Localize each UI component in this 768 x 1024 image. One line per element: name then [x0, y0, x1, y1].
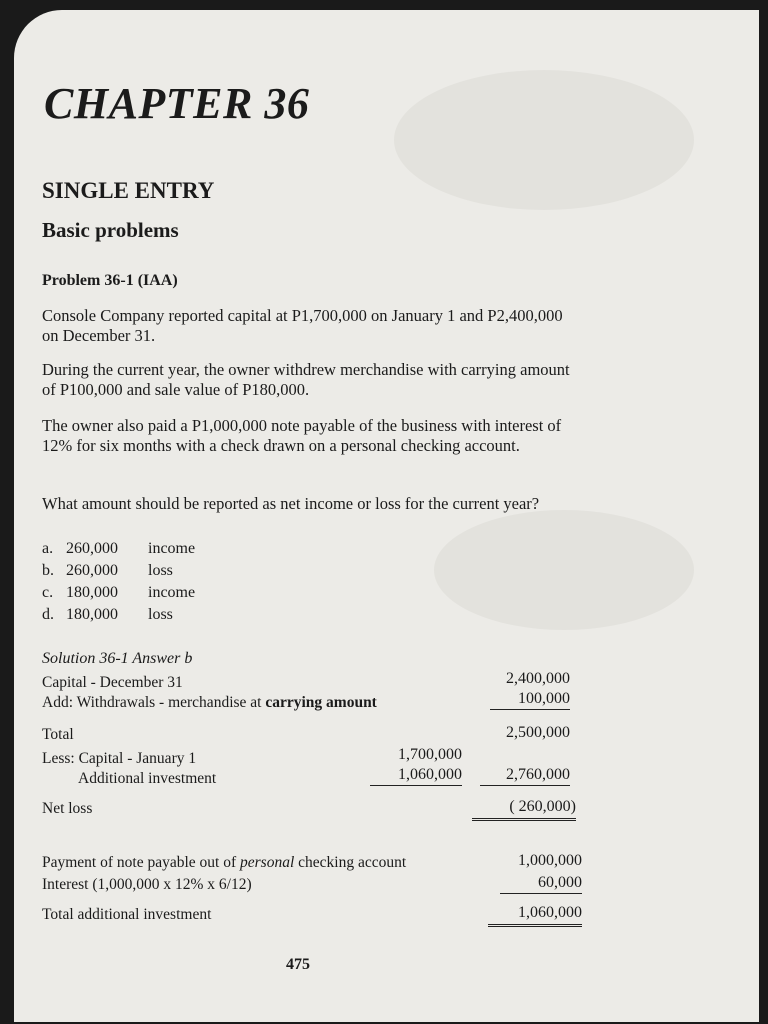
- add-withdrawals-label: [42, 694, 377, 712]
- capital-december-label: Capital - December 31: [42, 674, 183, 691]
- total-additional-value: 1,060,000: [488, 904, 582, 927]
- payment-label-suffix: checking account: [294, 854, 407, 871]
- net-loss-value: ( 260,000): [472, 798, 576, 821]
- choice-type: loss: [148, 562, 173, 579]
- book-page: [14, 10, 759, 1022]
- section-title: SINGLE ENTRY: [42, 178, 215, 203]
- choice-letter: b.: [42, 562, 54, 579]
- net-loss-label: Net loss: [42, 800, 93, 817]
- payment-label-italic: personal: [240, 854, 295, 871]
- chapter-title: CHAPTER 36: [44, 79, 310, 128]
- additional-investment-label: Additional investment: [78, 770, 217, 787]
- paper-smudge: [394, 70, 694, 210]
- payment-label-prefix: Payment of note payable out of: [42, 854, 241, 871]
- total-label: Total: [42, 726, 74, 743]
- choice-letter: d.: [42, 606, 54, 623]
- problem-paragraph: The owner also paid a P1,000,000 note payable of the business with interest of 12% for six months with a check drawn on a personal checking account.: [42, 416, 562, 455]
- paper-smudge: [434, 510, 694, 630]
- subsection-title: Basic problems: [42, 218, 179, 242]
- choice-amount: 260,000: [66, 562, 118, 579]
- payment-value: 1,000,000: [518, 852, 582, 869]
- interest-value: 60,000: [500, 874, 582, 894]
- less-capital-january-value: 1,700,000: [398, 746, 462, 763]
- problem-paragraph: During the current year, the owner withdrew merchandise with carrying amount of P100,000 and sale value of P180,000.: [42, 360, 570, 399]
- choice-a: [42, 540, 195, 558]
- add-label-prefix: Add: Withdrawals - merchandise at: [42, 694, 266, 711]
- choice-amount: 260,000: [66, 540, 118, 557]
- choice-type: income: [148, 540, 196, 557]
- total-additional-label: Total additional investment: [42, 906, 212, 923]
- less-capital-january-label: Less: Capital - January 1: [42, 750, 197, 767]
- problem-title: Problem 36-1 (IAA): [42, 272, 178, 289]
- less-total-value: 2,760,000: [480, 766, 570, 786]
- solution-title: Solution 36-1 Answer b: [42, 650, 193, 667]
- total-value: 2,500,000: [506, 724, 570, 741]
- choice-type: loss: [148, 606, 173, 623]
- choice-b: [42, 562, 173, 580]
- choice-c: [42, 584, 195, 602]
- page-number: 475: [286, 956, 310, 973]
- problem-paragraph: Console Company reported capital at P1,700,000 on January 1 and P2,400,000 on December 31.: [42, 306, 563, 345]
- interest-label: Interest (1,000,000 x 12% x 6/12): [42, 876, 252, 893]
- choice-type: income: [148, 584, 196, 601]
- choice-amount: 180,000: [66, 606, 118, 623]
- additional-investment-value: 1,060,000: [370, 766, 462, 786]
- choice-letter: c.: [42, 584, 54, 601]
- add-label-bold: carrying amount: [265, 694, 377, 711]
- payment-label: [42, 854, 406, 872]
- choice-letter: a.: [42, 540, 54, 557]
- choice-amount: 180,000: [66, 584, 118, 601]
- choice-d: [42, 606, 173, 624]
- capital-december-value: 2,400,000: [506, 670, 570, 687]
- problem-question: What amount should be reported as net income or loss for the current year?: [42, 494, 540, 513]
- add-withdrawals-value: 100,000: [490, 690, 570, 710]
